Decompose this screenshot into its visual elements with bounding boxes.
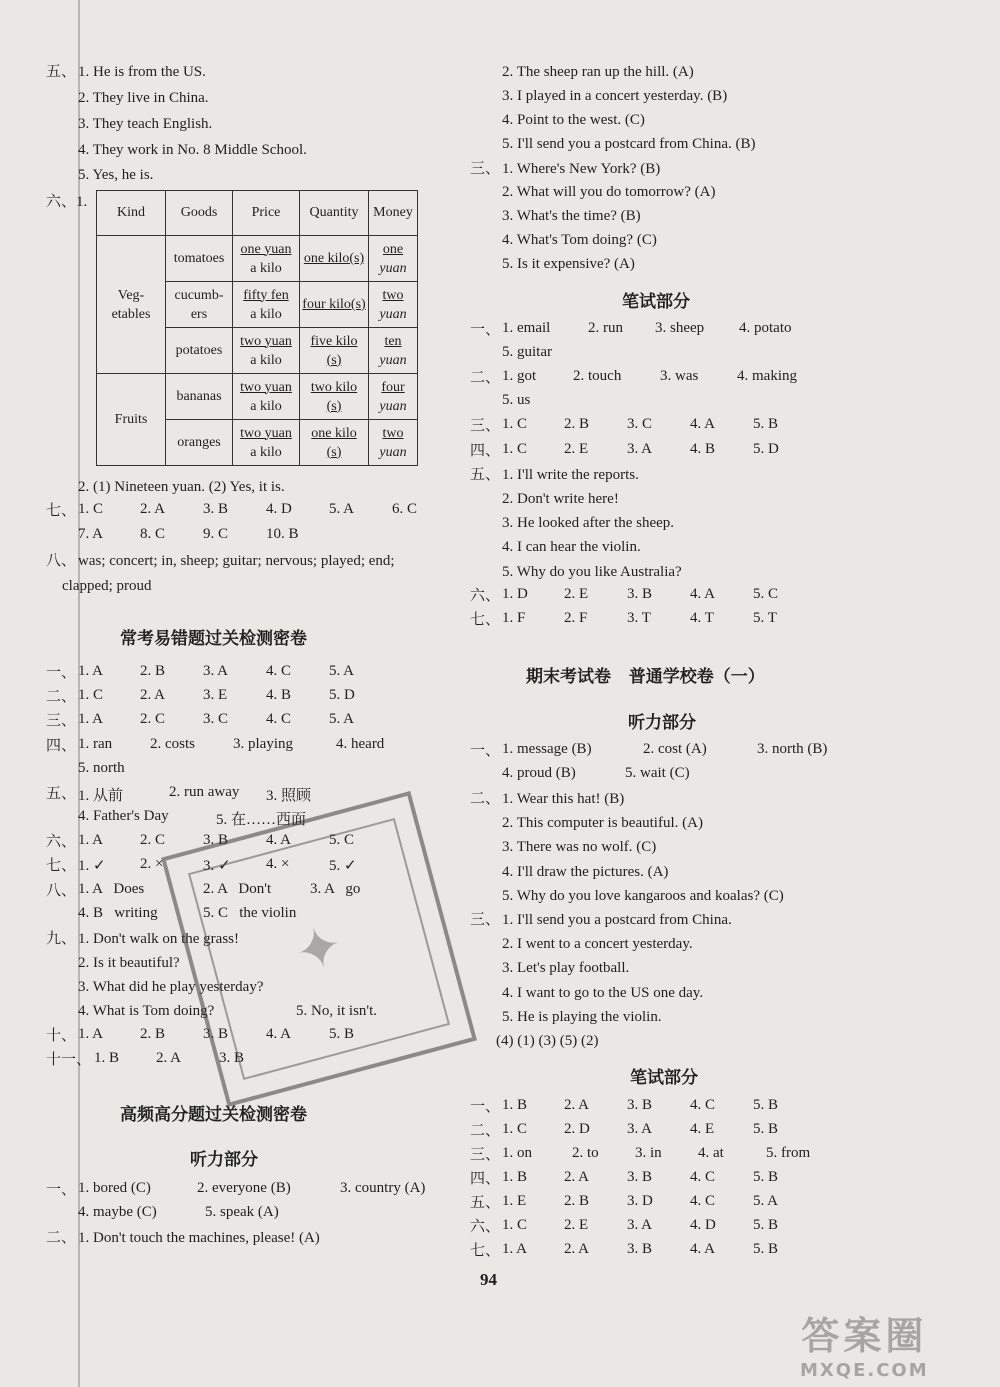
answer-item: 1. on (502, 1145, 532, 1161)
answer-item: 7. A (78, 526, 104, 542)
answer-item: 4. E (690, 1121, 715, 1137)
ink-stamp-inner: ✦ (188, 818, 450, 1080)
answer-item: 3. playing (233, 736, 293, 752)
table-cell: cucumb- ers (166, 282, 233, 328)
answer-item: 4. C (690, 1193, 716, 1209)
table-cell (369, 282, 418, 328)
answer-item: 4. B writing (78, 905, 158, 921)
answer-line: clapped; proud (62, 578, 152, 594)
answer-item: 3. B (627, 586, 653, 602)
answer-line: 1. Don't walk on the grass! (78, 931, 240, 947)
table-cell: five kilo (s) (300, 328, 369, 374)
section-label: 七、 (470, 612, 501, 628)
answer-item: 5. B (753, 1121, 779, 1137)
cell-text: a kilo (250, 260, 282, 276)
answer-line: 5. Is it expensive? (A) (502, 256, 635, 272)
answer-line: 3. There was no wolf. (C) (502, 839, 657, 855)
answer-item: 1. A (78, 1026, 104, 1042)
section-label: 四、 (470, 443, 501, 459)
answer-item: 1. ✓ (78, 858, 106, 874)
section-label: 五、 (46, 786, 77, 802)
answer-item: 4. heard (336, 736, 385, 752)
answer-line: 5. No, it isn't. (296, 1003, 378, 1019)
answer-line: 4. I can hear the violin. (502, 539, 641, 555)
answer-item: 3. B (203, 1026, 229, 1042)
answer-item: 1. A (78, 832, 104, 848)
table-cell (369, 420, 418, 466)
subsection-heading: 笔试部分 (622, 292, 690, 312)
answer-item: 3. A (203, 663, 229, 679)
answer-item: 4. C (690, 1169, 716, 1185)
answer-item: 5. A (329, 663, 355, 679)
answer-line: 3. He looked after the sheep. (502, 515, 675, 531)
cell-text: yuan (379, 444, 407, 460)
answer-item: 8. C (140, 526, 166, 542)
answer-item: 2. C (140, 711, 166, 727)
table-header: Money (369, 191, 418, 236)
table-header: Goods (166, 191, 233, 236)
answer-item: 1. got (502, 368, 537, 384)
answer-item: 1. 从前 (78, 788, 124, 804)
answer-line: 3. Let's play football. (502, 960, 630, 976)
answer-item: 1. message (B) (502, 741, 592, 757)
cell-text: yuan (379, 306, 407, 322)
table-cell-kind: Veg- etables (97, 236, 166, 374)
answer-item: 5. B (753, 1169, 779, 1185)
answer-item: 5. A (753, 1193, 779, 1209)
cell-text: two yuan (240, 379, 292, 395)
section-label: 八、 (46, 883, 77, 899)
answer-item: 5. C (753, 586, 779, 602)
answer-item: 4. potato (739, 320, 792, 336)
answer-item: 5. 在……西面 (216, 812, 307, 828)
answer-item: 2. touch (573, 368, 622, 384)
table-cell: two kilo (s) (300, 374, 369, 420)
cell-text: yuan (379, 398, 407, 414)
section-label: 五、 (46, 64, 77, 80)
answer-line: 1. Where's New York? (B) (502, 161, 661, 177)
answer-item: 3. E (203, 687, 228, 703)
answer-line: 2. (1) Nineteen yuan. (2) Yes, it is. (78, 479, 285, 495)
answer-line: 1. He is from the US. (78, 64, 206, 80)
answer-item: 3. B (627, 1169, 653, 1185)
section-label: 一、 (470, 322, 501, 338)
answer-line: 4. They work in No. 8 Middle School. (78, 142, 307, 158)
table-cell (233, 420, 300, 466)
answer-item: 3. B (219, 1050, 245, 1066)
section-label: 四、 (46, 738, 77, 754)
cell-text: a kilo (250, 444, 282, 460)
answer-item: 2. run (588, 320, 623, 336)
answer-item: 6. C (392, 501, 418, 517)
answer-item: 5. north (78, 760, 125, 776)
answer-line: 5. Why do you like Australia? (502, 564, 682, 580)
answer-item: 2. B (564, 416, 590, 432)
answer-item: 4. Father's Day (78, 808, 169, 824)
answer-item: 4. A (266, 1026, 292, 1042)
cell-text: a kilo (250, 398, 282, 414)
answer-line: 1. I'll write the reports. (502, 467, 639, 483)
section-label: 七、 (46, 858, 77, 874)
answer-line: 3. They teach English. (78, 116, 213, 132)
cell-text: two yuan (240, 333, 292, 349)
answer-item: 5. A (329, 501, 355, 517)
answer-item: 5. A (329, 711, 355, 727)
answer-item: 5. us (502, 392, 531, 408)
answer-line: 1. Wear this hat! (B) (502, 791, 625, 807)
answer-item: 4. B (266, 687, 292, 703)
answer-line: was; concert; in, sheep; guitar; nervous; played; end; (78, 553, 395, 569)
answer-item: 3. C (203, 711, 229, 727)
answer-line: 1. Don't touch the machines, please! (A) (78, 1230, 320, 1246)
cell-text: one (382, 241, 404, 257)
answer-item: 1. C (502, 1217, 528, 1233)
cell-text: a kilo (250, 306, 282, 322)
answer-item: 4. C (266, 711, 292, 727)
answer-item: 2. run away (169, 784, 240, 800)
answer-line: 5. Yes, he is. (78, 167, 154, 183)
section-heading: 期末考试卷 普通学校卷（一） (526, 667, 765, 687)
answer-item: 5. B (329, 1026, 355, 1042)
answer-item: 1. C (502, 416, 528, 432)
answer-item: 3. C (627, 416, 653, 432)
answer-item: 4. A (690, 416, 716, 432)
answer-item: 1. C (502, 441, 528, 457)
answer-line: 4. I want to go to the US one day. (502, 985, 704, 1001)
answer-item: 2. A Don't (203, 881, 272, 897)
answer-item: 5. B (753, 1217, 779, 1233)
answer-item: 2. C (140, 832, 166, 848)
answer-item: 1. C (78, 687, 104, 703)
answer-item: 5. ✓ (329, 858, 357, 874)
answer-item: 2. to (572, 1145, 599, 1161)
answer-item: 1. B (502, 1169, 528, 1185)
answer-item: 3. north (B) (757, 741, 828, 757)
answer-item: 5. B (753, 1241, 779, 1257)
answer-item: 5. guitar (502, 344, 552, 360)
answer-item: 3. A (627, 441, 653, 457)
section-label: 九、 (46, 931, 77, 947)
table-cell: one kilo (s) (300, 420, 369, 466)
answer-line: 5. He is playing the violin. (502, 1009, 662, 1025)
answer-item: 3. sheep (655, 320, 705, 336)
table-cell: oranges (166, 420, 233, 466)
answer-line: 2. The sheep ran up the hill. (A) (502, 64, 694, 80)
answer-item: 3. D (627, 1193, 653, 1209)
answer-item: 9. C (203, 526, 229, 542)
answer-line: 2. What will you do tomorrow? (A) (502, 184, 716, 200)
answer-item: 1. A (78, 711, 104, 727)
answer-item: 1. D (502, 586, 528, 602)
answer-item: 1. A Does (78, 881, 145, 897)
answer-item: 2. everyone (B) (197, 1180, 291, 1196)
table-cell: potatoes (166, 328, 233, 374)
answer-item: 3. country (A) (340, 1180, 426, 1196)
answer-line: 3. What's the time? (B) (502, 208, 641, 224)
page-number: 94 (480, 1270, 497, 1289)
answer-line: 4. I'll draw the pictures. (A) (502, 864, 669, 880)
answer-line: 2. This computer is beautiful. (A) (502, 815, 703, 831)
watermark-logo-text: 答案圈 (801, 1314, 928, 1358)
answer-item: 4. T (690, 610, 714, 626)
answer-item: 4. maybe (C) (78, 1204, 157, 1220)
answer-item: 1. B (502, 1097, 528, 1113)
site-watermark (800, 1305, 929, 1381)
answer-item: 4. A (266, 832, 292, 848)
answer-item: 3. A go (310, 881, 361, 897)
section-label: 三、 (46, 713, 77, 729)
answer-item: 1. C (502, 1121, 528, 1137)
section-label: 三、 (470, 912, 501, 928)
table-cell (369, 374, 418, 420)
section-label: 六、 (46, 834, 77, 850)
answer-item: 1. B (94, 1050, 120, 1066)
table-cell (233, 282, 300, 328)
section-label: 七、 (46, 503, 77, 519)
answer-item: 2. costs (150, 736, 195, 752)
cell-text: two (382, 425, 404, 441)
answer-item: 5. T (753, 610, 777, 626)
answer-item: 1. A (502, 1241, 528, 1257)
answer-line: 5. I'll send you a postcard from China. (B) (502, 136, 756, 152)
answer-line: 3. I played in a concert yesterday. (B) (502, 88, 728, 104)
answer-item: 3. A (627, 1121, 653, 1137)
answer-item: 2. A (564, 1241, 590, 1257)
table-cell: tomatoes (166, 236, 233, 282)
answer-line: 2. They live in China. (78, 90, 209, 106)
table-header: Quantity (300, 191, 369, 236)
answer-item: 4. C (690, 1097, 716, 1113)
cell-text: two yuan (240, 425, 292, 441)
answer-line: 4. Point to the west. (C) (502, 112, 645, 128)
answer-item: 1. ran (78, 736, 113, 752)
answer-line: 4. What is Tom doing? (78, 1003, 215, 1019)
table-cell: one kilo(s) (300, 236, 369, 282)
answer-item: 4. proud (B) (502, 765, 576, 781)
table-cell (233, 236, 300, 282)
answer-item: 5. D (753, 441, 779, 457)
answer-item: 3. was (660, 368, 699, 384)
section-heading: 常考易错题过关检测密卷 (120, 629, 307, 649)
answer-item: 3. 照顾 (266, 788, 312, 804)
table-cell: bananas (166, 374, 233, 420)
answer-line: 4. What's Tom doing? (C) (502, 232, 657, 248)
answer-line: 2. Is it beautiful? (78, 955, 180, 971)
section-label: 三、 (470, 161, 501, 177)
answer-item: 4. at (698, 1145, 724, 1161)
answer-item: 2. B (564, 1193, 590, 1209)
section-label: 五、 (470, 467, 501, 483)
answer-item: 5. speak (A) (205, 1204, 279, 1220)
table-cell: four kilo(s) (300, 282, 369, 328)
answer-item: 5. D (329, 687, 355, 703)
answer-item: 3. in (635, 1145, 662, 1161)
section-label: 十、 (46, 1028, 77, 1044)
answer-item: 4. making (737, 368, 797, 384)
cell-text: one yuan (240, 241, 292, 257)
answer-item: 3. B (203, 501, 229, 517)
section-label: 七、 (470, 1243, 501, 1259)
section-label: 六、 (470, 1219, 501, 1235)
subsection-heading: 听力部分 (628, 713, 696, 733)
answer-item: 10. B (266, 526, 299, 542)
answer-item: 1. email (502, 320, 551, 336)
section-label: 一、 (470, 743, 501, 759)
answer-item: 5. wait (C) (625, 765, 690, 781)
answer-item: 2. D (564, 1121, 590, 1137)
answer-item: 2. B (140, 1026, 166, 1042)
section-label: 三、 (470, 418, 501, 434)
section-label: 三、 (470, 1147, 501, 1163)
section-label: 五、 (470, 1195, 501, 1211)
answer-item: 2. × (140, 856, 164, 872)
answer-line: 2. Don't write here! (502, 491, 619, 507)
cell-text: yuan (379, 260, 407, 276)
watermark-url: MXQE.COM (800, 1360, 929, 1381)
cell-text: fifty fen (243, 287, 289, 303)
answer-item: 5. from (766, 1145, 811, 1161)
section-label: 二、 (46, 689, 77, 705)
answer-item: 1. F (502, 610, 526, 626)
table-header: Kind (97, 191, 166, 236)
section-label: 一、 (46, 1182, 77, 1198)
answer-item: 5. C (329, 832, 355, 848)
answer-item: 1. A (78, 663, 104, 679)
answer-item: 3. ✓ (203, 858, 231, 874)
answer-item: 2. F (564, 610, 588, 626)
table-cell-kind: Fruits (97, 374, 166, 466)
answer-item: 2. A (140, 687, 166, 703)
answer-item: 2. B (140, 663, 166, 679)
table-cell (233, 374, 300, 420)
answer-item: 2. E (564, 1217, 589, 1233)
answer-item: 3. B (627, 1097, 653, 1113)
subsection-heading: 笔试部分 (630, 1068, 698, 1088)
answer-line: 3. What did he play yesterday? (78, 979, 264, 995)
section-label: 二、 (470, 791, 501, 807)
table-cell (233, 328, 300, 374)
answer-item: 4. D (690, 1217, 716, 1233)
cell-text: yuan (379, 352, 407, 368)
answer-item: 2. A (564, 1097, 590, 1113)
answer-item: 2. E (564, 441, 589, 457)
table-header: Price (233, 191, 300, 236)
answer-item: 2. cost (A) (643, 741, 707, 757)
cell-text: a kilo (250, 352, 282, 368)
answer-item: 2. A (156, 1050, 182, 1066)
answer-item: 1. bored (C) (78, 1180, 151, 1196)
cell-text: four (381, 379, 405, 395)
section-heading: 高频高分题过关检测密卷 (120, 1105, 307, 1125)
answer-item: 4. C (266, 663, 292, 679)
answer-item: 3. B (203, 832, 229, 848)
cell-text: two (382, 287, 404, 303)
section-label: 一、 (470, 1099, 501, 1115)
section-label: 六、1. (46, 194, 88, 210)
section-label: 八、 (46, 553, 77, 569)
section-label: 六、 (470, 588, 501, 604)
answer-line: 5. Why do you love kangaroos and koalas? (C) (502, 888, 784, 904)
answer-item: 1. E (502, 1193, 527, 1209)
table-cell (369, 236, 418, 282)
answer-item: 5. C the violin (203, 905, 297, 921)
table-row (97, 374, 418, 420)
answer-line: (4) (1) (3) (5) (2) (496, 1033, 599, 1049)
subsection-heading: 听力部分 (190, 1150, 258, 1170)
cell-text: ten (384, 333, 402, 349)
section-label: 二、 (470, 370, 501, 386)
answer-line: 1. I'll send you a postcard from China. (502, 912, 732, 928)
answer-line: 2. I went to a concert yesterday. (502, 936, 693, 952)
answer-item: 4. D (266, 501, 292, 517)
section-label: 一、 (46, 665, 77, 681)
goods-table (96, 190, 418, 466)
table-row (97, 236, 418, 282)
answer-item: 3. B (627, 1241, 653, 1257)
answer-item: 3. T (627, 610, 651, 626)
answer-item: 4. B (690, 441, 716, 457)
section-label: 二、 (46, 1230, 77, 1246)
answer-item: 1. C (78, 501, 104, 517)
answer-item: 5. B (753, 1097, 779, 1113)
answer-item: 2. A (140, 501, 166, 517)
answer-item: 5. B (753, 416, 779, 432)
answer-item: 4. A (690, 1241, 716, 1257)
answer-item: 2. A (564, 1169, 590, 1185)
answer-item: 3. A (627, 1217, 653, 1233)
section-label: 二、 (470, 1123, 501, 1139)
answer-item: 4. A (690, 586, 716, 602)
section-label: 四、 (470, 1171, 501, 1187)
section-label: 十一、 (46, 1052, 92, 1068)
answer-item: 4. × (266, 856, 290, 872)
table-cell (369, 328, 418, 374)
answer-item: 2. E (564, 586, 589, 602)
